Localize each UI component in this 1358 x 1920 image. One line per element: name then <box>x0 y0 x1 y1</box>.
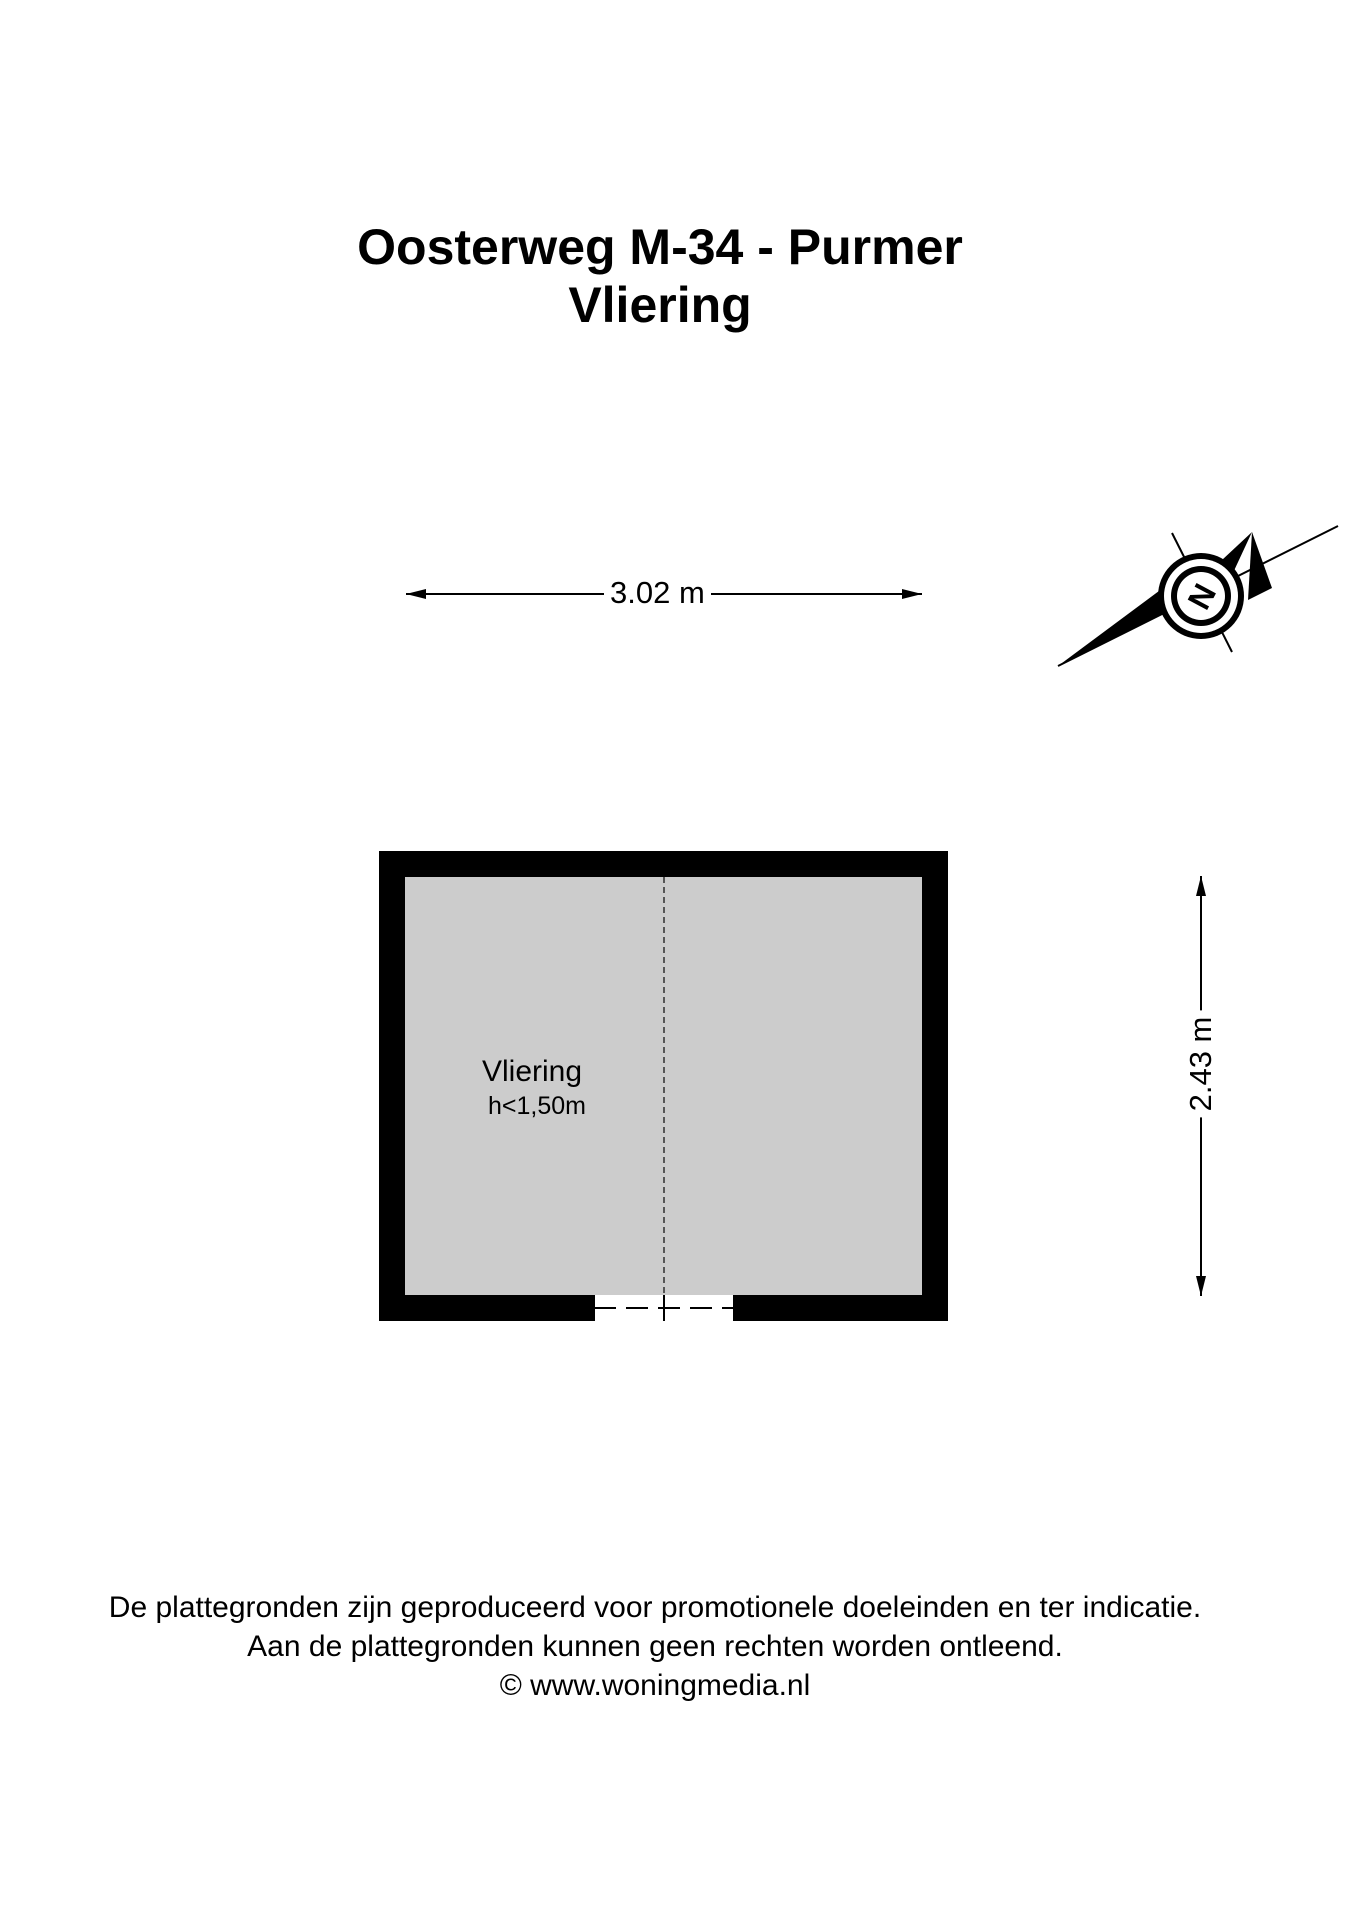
room-name-label: Vliering <box>482 1055 583 1088</box>
plan-title-address: Oosterweg M-34 - Purmer <box>357 219 963 275</box>
disclaimer-line-1: De plattegronden zijn geproduceerd voor promotionele doeleinden en ter indicatie. <box>108 1591 1202 1624</box>
attic-hatch-opening <box>594 1295 734 1321</box>
disclaimer-line-2: Aan de plattegronden kunnen geen rechten worden ontleend. <box>247 1630 1063 1663</box>
plan-title-floor: Vliering <box>568 277 752 333</box>
room-height-note: h<1,50m <box>488 1092 586 1120</box>
width-dimension-label: 3.02 m <box>604 576 711 610</box>
compass-north-label: N <box>1180 577 1224 616</box>
north-compass-icon <box>1058 526 1338 666</box>
height-dimension-label: 2.43 m <box>1184 1011 1218 1118</box>
copyright-line: © www.woningmedia.nl <box>499 1669 811 1702</box>
